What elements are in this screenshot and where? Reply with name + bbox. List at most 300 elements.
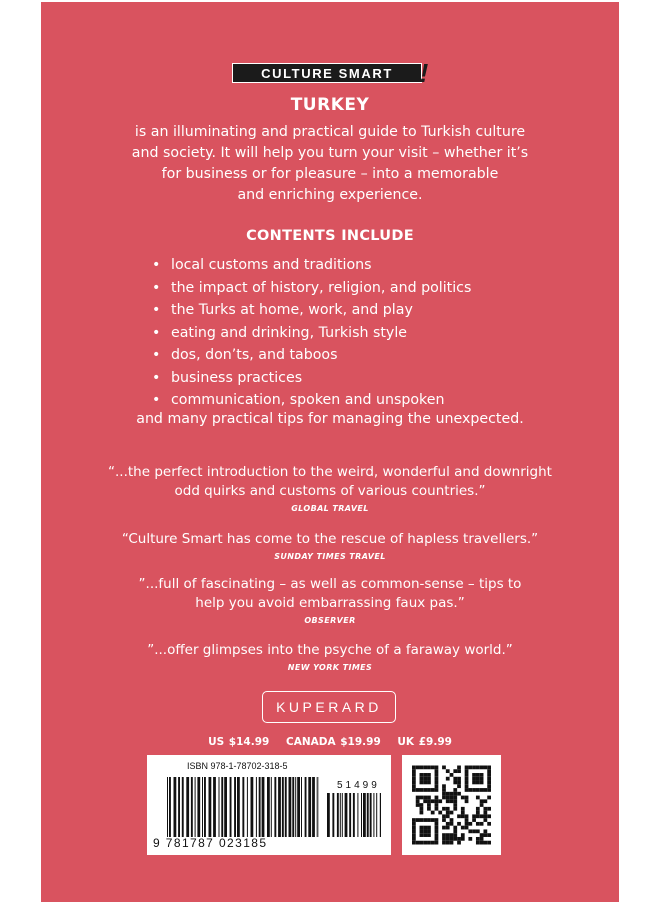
- qr-module: [453, 807, 457, 811]
- quote-line: help you avoid embarrassing faux pas.”: [195, 595, 465, 611]
- qr-module: [427, 777, 431, 781]
- qr-module: [423, 833, 427, 837]
- qr-module: [487, 788, 491, 792]
- qr-module: [480, 777, 484, 781]
- qr-module: [472, 773, 476, 777]
- review-quote: [41, 641, 619, 674]
- qr-module: [480, 788, 484, 792]
- qr-module: [427, 773, 431, 777]
- qr-module: [476, 811, 480, 815]
- qr-module: [442, 818, 446, 822]
- qr-module: [442, 792, 446, 796]
- qr-module: [472, 814, 476, 818]
- qr-module: [446, 814, 450, 818]
- qr-module: [412, 822, 416, 826]
- qr-module: [423, 799, 427, 803]
- barcode-bar: [361, 793, 362, 837]
- qr-module: [450, 841, 454, 845]
- qr-module: [416, 818, 420, 822]
- qr-module: [480, 766, 484, 770]
- barcode-bar: [267, 777, 270, 837]
- qr-module: [446, 837, 450, 841]
- qr-module: [472, 818, 476, 822]
- qr-module: [487, 841, 491, 845]
- qr-module: [472, 829, 476, 833]
- barcode-bar: [282, 777, 284, 837]
- qr-module: [435, 769, 439, 773]
- qr-module: [427, 826, 431, 830]
- qr-module: [438, 811, 442, 815]
- series-name: CULTURE SMART: [261, 65, 393, 81]
- isbn-barcode: [147, 755, 391, 855]
- qr-module: [487, 777, 491, 781]
- barcode-bar: [278, 777, 281, 837]
- bullet-icon: •: [152, 347, 161, 363]
- price-us: US $14.99: [208, 736, 270, 748]
- qr-module: [416, 803, 420, 807]
- qr-module: [450, 833, 454, 837]
- quote-line: “Culture Smart has come to the rescue of hapless travellers.”: [121, 531, 539, 547]
- qr-module: [442, 796, 446, 800]
- book-title: TURKEY: [290, 95, 370, 115]
- barcode-bar: [262, 777, 265, 837]
- barcode-bar: [312, 777, 315, 837]
- qr-module: [423, 796, 427, 800]
- culture-smart-logo: [232, 58, 429, 88]
- barcode-bar: [292, 777, 294, 837]
- barcode-bar: [167, 777, 168, 837]
- price-canada: CANADA $19.99: [285, 736, 381, 748]
- qr-module: [450, 792, 454, 796]
- intro-paragraph: [41, 122, 619, 206]
- qr-module: [465, 822, 469, 826]
- qr-module: [453, 769, 457, 773]
- qr-module: [483, 841, 487, 845]
- qr-module: [483, 807, 487, 811]
- qr-module: [487, 833, 491, 837]
- qr-module: [465, 777, 469, 781]
- barcode-bar: [289, 777, 292, 837]
- qr-module: [483, 811, 487, 815]
- qr-module: [442, 766, 446, 770]
- qr-module: [480, 841, 484, 845]
- barcode-bar: [251, 777, 254, 837]
- qr-module: [480, 833, 484, 837]
- qr-module: [483, 799, 487, 803]
- barcode-bar: [237, 777, 240, 837]
- qr-module: [446, 769, 450, 773]
- qr-module: [450, 822, 454, 826]
- list-item: • eating and drinking, Turkish style: [152, 322, 471, 345]
- barcode-bar: [380, 793, 381, 837]
- qr-module: [457, 769, 461, 773]
- qr-module: [416, 841, 420, 845]
- qr-code: [402, 755, 501, 855]
- qr-module: [468, 822, 472, 826]
- qr-module: [457, 784, 461, 788]
- contents-list: [152, 254, 471, 412]
- qr-module: [427, 781, 431, 785]
- qr-module: [431, 766, 435, 770]
- barcode-bar: [204, 777, 206, 837]
- qr-module: [446, 826, 450, 830]
- qr-module: [446, 841, 450, 845]
- qr-module: [480, 773, 484, 777]
- barcode-bar: [337, 793, 339, 837]
- list-item: • dos, don’ts, and taboos: [152, 344, 471, 367]
- quote-line: odd quirks and customs of various countries.”: [174, 483, 486, 499]
- qr-module: [442, 807, 446, 811]
- qr-module: [435, 829, 439, 833]
- quote-line: ”...offer glimpses into the psyche of a faraway world.”: [147, 642, 513, 658]
- barcode-bar: [213, 777, 216, 837]
- qr-module: [427, 799, 431, 803]
- bullet-icon: •: [152, 324, 161, 341]
- qr-module: [483, 788, 487, 792]
- barcode-bar: [178, 777, 180, 837]
- qr-module: [412, 781, 416, 785]
- qr-module: [431, 799, 435, 803]
- quote-source: SUNDAY TIMES TRAVEL: [274, 552, 386, 561]
- barcode-bar: [367, 793, 369, 837]
- qr-module: [412, 829, 416, 833]
- isbn-label: ISBN 978-1-78702-318-5: [187, 761, 288, 771]
- qr-module: [420, 777, 424, 781]
- barcode-bar: [357, 793, 358, 837]
- qr-module: [457, 837, 461, 841]
- qr-module: [431, 811, 435, 815]
- qr-module: [483, 814, 487, 818]
- barcode-bar: [259, 777, 261, 837]
- qr-module: [465, 796, 469, 800]
- barcode-bars: [167, 777, 319, 837]
- barcode-bar: [242, 777, 244, 837]
- qr-module: [423, 777, 427, 781]
- qr-module: [457, 777, 461, 781]
- qr-module: [453, 799, 457, 803]
- qr-module: [468, 837, 472, 841]
- qr-module: [480, 781, 484, 785]
- qr-module: [465, 769, 469, 773]
- list-item: • business practices: [152, 367, 471, 390]
- quote-source: GLOBAL TRAVEL: [291, 504, 369, 513]
- qr-module: [435, 784, 439, 788]
- qr-module: [412, 769, 416, 773]
- barcode-bar: [256, 777, 257, 837]
- qr-module: [468, 788, 472, 792]
- qr-module: [476, 841, 480, 845]
- qr-module: [465, 781, 469, 785]
- qr-module: [446, 811, 450, 815]
- barcode-bar: [297, 777, 300, 837]
- qr-module: [423, 788, 427, 792]
- qr-module: [412, 784, 416, 788]
- qr-module: [457, 766, 461, 770]
- list-item: • communication, spoken and unspoken: [152, 389, 471, 412]
- qr-module: [442, 833, 446, 837]
- qr-module: [427, 818, 431, 822]
- qr-module: [487, 773, 491, 777]
- list-item: • the Turks at home, work, and play: [152, 299, 471, 322]
- barcode-bar: [376, 793, 377, 837]
- qr-module: [420, 803, 424, 807]
- qr-module: [450, 818, 454, 822]
- qr-module: [487, 822, 491, 826]
- qr-module: [412, 841, 416, 845]
- review-quote: [41, 575, 619, 627]
- qr-module: [412, 777, 416, 781]
- barcode-bar: [305, 777, 307, 837]
- qr-code-icon: [412, 765, 491, 845]
- qr-module: [442, 814, 446, 818]
- barcode-bar: [295, 777, 296, 837]
- qr-module: [427, 841, 431, 845]
- qr-module: [457, 814, 461, 818]
- qr-module: [472, 781, 476, 785]
- qr-module: [427, 807, 431, 811]
- bullet-icon: •: [152, 257, 161, 273]
- qr-module: [416, 799, 420, 803]
- qr-module: [412, 766, 416, 770]
- barcode-bar: [191, 777, 193, 837]
- bullet-icon: •: [152, 392, 161, 408]
- qr-module: [453, 837, 457, 841]
- intro-line: is an illuminating and practical guide to Turkish culture: [134, 124, 526, 140]
- qr-module: [461, 837, 465, 841]
- qr-module: [476, 796, 480, 800]
- qr-module: [450, 837, 454, 841]
- qr-module: [435, 773, 439, 777]
- qr-module: [435, 803, 439, 807]
- qr-module: [487, 766, 491, 770]
- qr-module: [412, 773, 416, 777]
- qr-module: [457, 781, 461, 785]
- review-quote: [41, 530, 619, 563]
- quote-line: ”...full of fascinating – as well as common-sense – tips to: [138, 576, 522, 592]
- list-item: • local customs and traditions: [152, 254, 471, 277]
- barcode-bar: [247, 777, 248, 837]
- qr-module: [431, 788, 435, 792]
- qr-module: [412, 788, 416, 792]
- qr-module: [435, 796, 439, 800]
- qr-module: [450, 799, 454, 803]
- qr-module: [446, 807, 450, 811]
- qr-module: [465, 788, 469, 792]
- qr-module: [427, 766, 431, 770]
- qr-module: [468, 829, 472, 833]
- qr-module: [465, 818, 469, 822]
- barcode-bar: [224, 777, 227, 837]
- qr-module: [453, 833, 457, 837]
- qr-module: [487, 781, 491, 785]
- qr-module: [461, 796, 465, 800]
- barcode-bar: [169, 777, 171, 837]
- price-uk: UK £9.99: [397, 736, 452, 748]
- qr-module: [450, 773, 454, 777]
- qr-module: [435, 833, 439, 837]
- back-cover: [41, 2, 619, 902]
- qr-module: [420, 811, 424, 815]
- qr-module: [435, 777, 439, 781]
- contents-closing: and many practical tips for managing the unexpected.: [136, 411, 524, 427]
- qr-module: [420, 796, 424, 800]
- qr-module: [457, 841, 461, 845]
- qr-module: [431, 818, 435, 822]
- qr-module: [476, 822, 480, 826]
- qr-module: [472, 788, 476, 792]
- qr-module: [423, 826, 427, 830]
- qr-module: [420, 807, 424, 811]
- qr-module: [476, 807, 480, 811]
- qr-module: [420, 781, 424, 785]
- barcode-bar: [353, 793, 355, 837]
- bullet-icon: •: [152, 369, 161, 386]
- qr-module: [427, 829, 431, 833]
- qr-module: [465, 773, 469, 777]
- qr-module: [431, 841, 435, 845]
- qr-module: [427, 803, 431, 807]
- barcode-digits: 9 781787 023185: [153, 836, 268, 850]
- barcode-bar: [186, 777, 189, 837]
- barcode-bar: [285, 777, 287, 837]
- qr-module: [435, 822, 439, 826]
- contents-heading: CONTENTS INCLUDE: [246, 228, 414, 244]
- qr-module: [442, 788, 446, 792]
- bullet-icon: •: [152, 302, 161, 318]
- qr-module: [412, 818, 416, 822]
- qr-module: [435, 766, 439, 770]
- barcode-bar: [234, 777, 236, 837]
- qr-module: [480, 822, 484, 826]
- intro-line: for business or for pleasure – into a memorable: [161, 166, 499, 182]
- qr-module: [423, 818, 427, 822]
- barcode-bar: [301, 777, 302, 837]
- barcode-addon-bars: [327, 793, 381, 837]
- qr-module: [487, 784, 491, 788]
- barcode-bar: [182, 777, 184, 837]
- qr-module: [461, 826, 465, 830]
- qr-module: [480, 814, 484, 818]
- qr-module: [423, 781, 427, 785]
- qr-module: [453, 826, 457, 830]
- qr-module: [416, 788, 420, 792]
- qr-module: [461, 833, 465, 837]
- qr-module: [476, 829, 480, 833]
- quote-line: “...the perfect introduction to the weird, wonderful and downright: [108, 464, 552, 480]
- barcode-bar: [271, 777, 272, 837]
- barcode-bar: [317, 777, 318, 837]
- qr-module: [423, 766, 427, 770]
- qr-module: [465, 814, 469, 818]
- qr-module: [483, 766, 487, 770]
- qr-module: [487, 807, 491, 811]
- qr-module: [453, 781, 457, 785]
- qr-module: [435, 781, 439, 785]
- qr-module: [427, 788, 431, 792]
- qr-module: [446, 822, 450, 826]
- publisher-logo: KUPERARD: [262, 691, 396, 723]
- barcode-bar: [342, 793, 343, 837]
- qr-module: [435, 788, 439, 792]
- qr-module: [423, 773, 427, 777]
- qr-module: [416, 766, 420, 770]
- qr-module: [416, 796, 420, 800]
- barcode-bar: [195, 777, 196, 837]
- bullet-icon: •: [152, 279, 161, 296]
- qr-module: [446, 796, 450, 800]
- barcode-bar: [197, 777, 200, 837]
- qr-module: [420, 829, 424, 833]
- qr-module: [480, 837, 484, 841]
- qr-module: [412, 833, 416, 837]
- qr-module: [461, 811, 465, 815]
- qr-module: [420, 833, 424, 837]
- barcode-bar: [221, 777, 223, 837]
- barcode-bar: [274, 777, 276, 837]
- barcode-bar: [349, 793, 351, 837]
- barcode-bar: [219, 777, 220, 837]
- qr-module: [442, 826, 446, 830]
- qr-module: [468, 766, 472, 770]
- qr-module: [483, 818, 487, 822]
- qr-module: [446, 799, 450, 803]
- qr-module: [453, 803, 457, 807]
- qr-module: [465, 826, 469, 830]
- barcode-bar: [373, 793, 374, 837]
- qr-module: [446, 777, 450, 781]
- barcode-bar: [230, 777, 232, 837]
- qr-module: [465, 799, 469, 803]
- qr-module: [442, 841, 446, 845]
- qr-module: [423, 829, 427, 833]
- exclamation-mark-icon: !: [419, 58, 429, 88]
- intro-line: and enriching experience.: [237, 187, 423, 203]
- qr-module: [435, 837, 439, 841]
- barcode-bar: [308, 777, 311, 837]
- qr-module: [435, 818, 439, 822]
- quote-source: NEW YORK TIMES: [287, 663, 373, 672]
- qr-module: [420, 818, 424, 822]
- qr-module: [450, 796, 454, 800]
- qr-module: [476, 777, 480, 781]
- qr-module: [461, 814, 465, 818]
- qr-module: [435, 826, 439, 830]
- barcode-bar: [209, 777, 212, 837]
- qr-module: [446, 792, 450, 796]
- qr-module: [435, 799, 439, 803]
- barcode-bar: [345, 793, 348, 837]
- qr-module: [457, 792, 461, 796]
- qr-module: [465, 784, 469, 788]
- barcode-bar: [174, 777, 177, 837]
- qr-module: [435, 807, 439, 811]
- qr-module: [476, 837, 480, 841]
- qr-module: [461, 807, 465, 811]
- qr-module: [453, 829, 457, 833]
- qr-module: [420, 766, 424, 770]
- qr-module: [442, 837, 446, 841]
- qr-module: [427, 796, 431, 800]
- qr-module: [487, 796, 491, 800]
- qr-module: [472, 777, 476, 781]
- qr-module: [476, 773, 480, 777]
- list-item: • the impact of history, religion, and politics: [152, 277, 471, 300]
- barcode-bar: [327, 793, 330, 837]
- barcode-bar: [202, 777, 203, 837]
- qr-module: [480, 803, 484, 807]
- qr-module: [476, 814, 480, 818]
- qr-module: [420, 773, 424, 777]
